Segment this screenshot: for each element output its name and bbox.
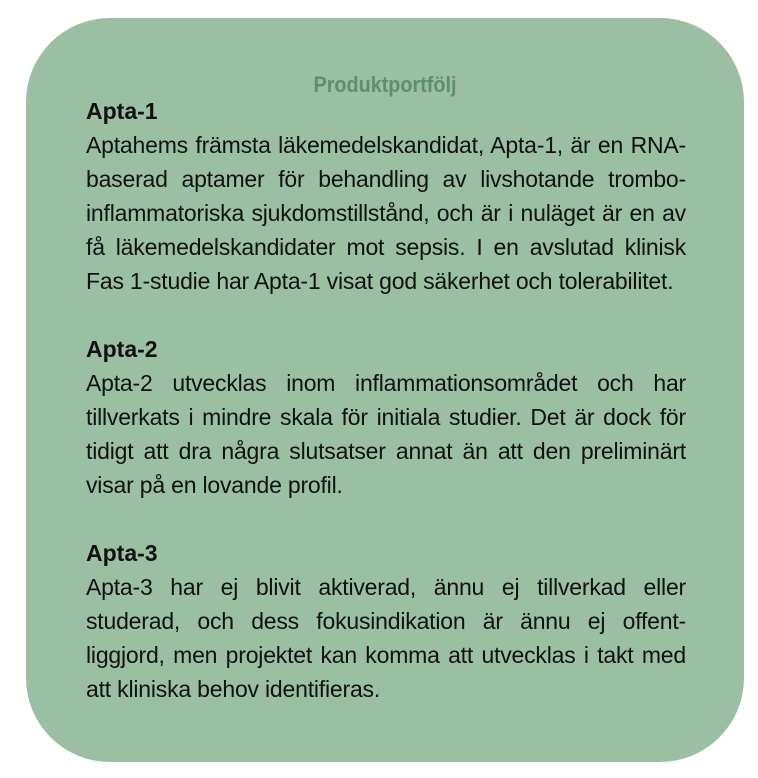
card-content bbox=[86, 94, 686, 706]
section-text: Apta-2 utvecklas inom inflammationsområdet och har tillverkats i mindre skala för initiala studier. Det är dock för tidigt att dra några slutsatser annat än att den preliminärt visar på en lovande profil. bbox=[86, 370, 686, 498]
section-apta-3 bbox=[86, 536, 686, 706]
section-heading: Apta-3 bbox=[86, 540, 158, 566]
section-apta-1 bbox=[86, 94, 686, 298]
section-text: Aptahems främsta läkemedelskandidat, Apta-1, är en RNA-baserad aptamer för behandling av livshotande trombo-inflammatoriska sjukdomstillstånd, och är i nuläget är en av få läkemedelskandidater mot sepsis. I en avslutad klinisk Fas 1-studie har Apta-1 visat god säkerhet och tolerabilitet. bbox=[86, 132, 686, 294]
section-heading: Apta-1 bbox=[86, 98, 158, 124]
section-heading: Apta-2 bbox=[86, 336, 158, 362]
product-portfolio-card bbox=[26, 18, 744, 762]
section-text: Apta-3 har ej blivit aktiverad, ännu ej tillverkad eller studerad, och dess fokusindikation är ännu ej offent-liggjord, men projektet kan komma att utvecklas i takt med att kliniska behov identifieras. bbox=[86, 574, 686, 702]
card-title: Produktportfölj bbox=[313, 72, 457, 97]
section-apta-2 bbox=[86, 332, 686, 502]
